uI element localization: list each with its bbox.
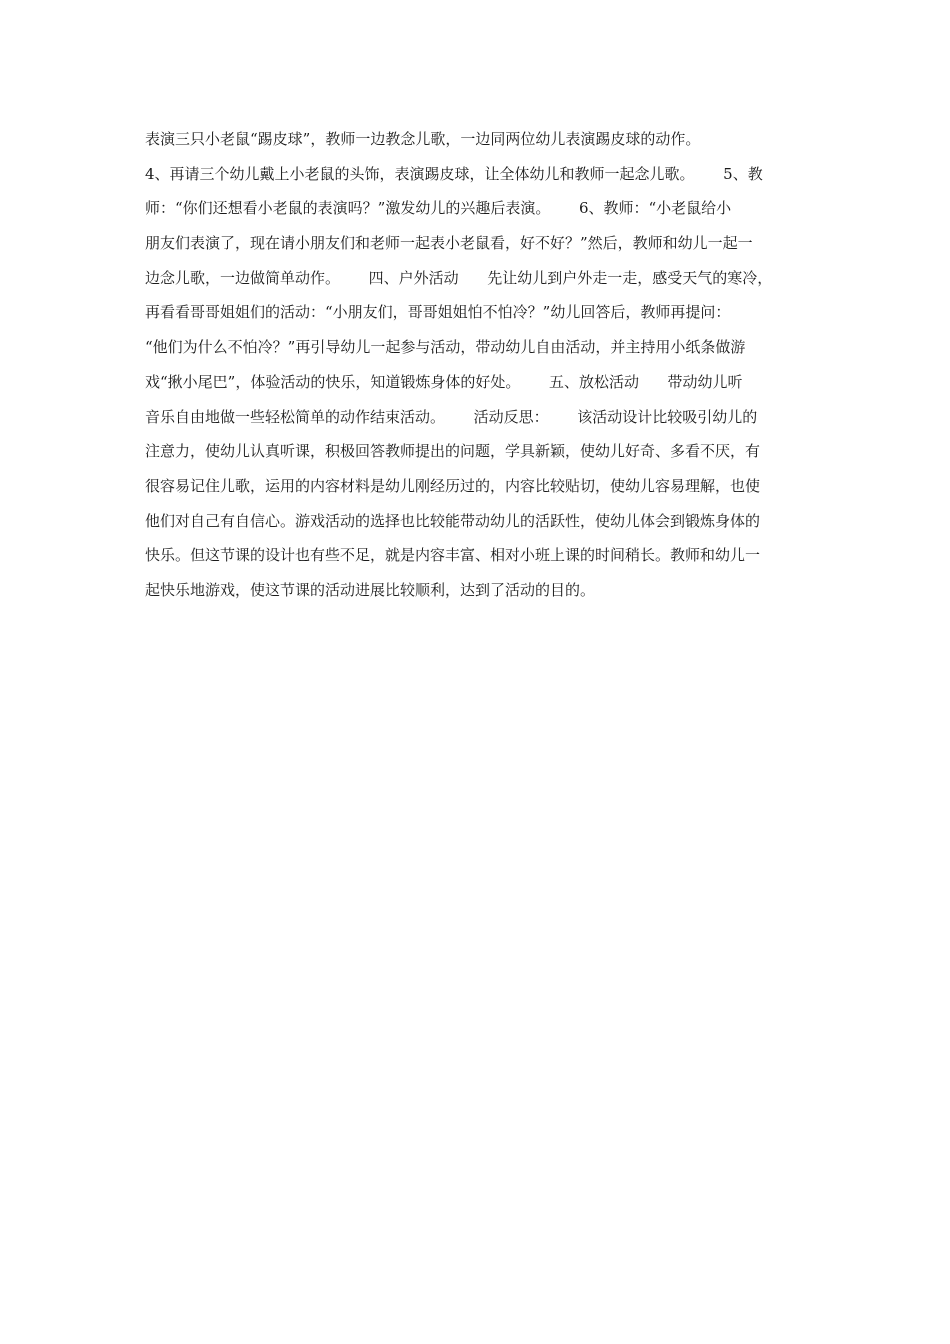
text-line-10: 注意力，使幼儿认真听课，积极回答教师提出的问题，学具新颖，使幼儿好奇、多看不厌，有 <box>145 442 761 461</box>
text-line-13: 快乐。但这节课的设计也有些不足，就是内容丰富、相对小班上课的时间稍长。教师和幼儿一 <box>145 546 761 565</box>
text-line-6: 再看看哥哥姐姐们的活动：“小朋友们，哥哥姐姐怕不怕冷？”幼儿回答后，教师再提问： <box>145 303 731 322</box>
text-line-8: 戏“揪小尾巴”，体验活动的快乐，知道锻炼身体的好处。 五、放松活动 带动幼儿听 <box>145 372 743 391</box>
text-line-11: 很容易记住儿歌，运用的内容材料是幼儿刚经历过的，内容比较贴切，使幼儿容易理解，也使 <box>145 476 761 495</box>
text-line-7: “他们为什么不怕冷？”再引导幼儿一起参与活动，带动幼儿自由活动，并主持用小纸条做游 <box>145 338 746 357</box>
text-line-2: 4、再请三个幼儿戴上小老鼠的头饰，表演踢皮球，让全体幼儿和教师一起念儿歌。 5、教 <box>145 164 763 183</box>
text-line-5: 边念儿歌，一边做简单动作。 四、户外活动 先让幼儿到户外走一走，感受天气的寒冷， <box>145 268 773 287</box>
text-line-3: 师：“你们还想看小老鼠的表演吗？”激发幼儿的兴趣后表演。 6、教师：“小老鼠给小 <box>145 199 732 218</box>
text-line-1: 表演三只小老鼠“踢皮球”，教师一边教念儿歌，一边同两位幼儿表演踢皮球的动作。 <box>145 130 701 148</box>
text-line-4: 朋友们表演了，现在请小朋友们和老师一起表小老鼠看，好不好？”然后，教师和幼儿一起一 <box>145 234 753 253</box>
text-line-12: 他们对自己有自信心。游戏活动的选择也比较能带动幼儿的活跃性，使幼儿体会到锻炼身体的 <box>145 511 761 530</box>
text-line-14: 起快乐地游戏，使这节课的活动进展比较顺利，达到了活动的目的。 <box>145 580 596 599</box>
text-line-9: 音乐自由地做一些轻松简单的动作结束活动。 活动反思： 该活动设计比较吸引幼儿的 <box>145 407 758 426</box>
body-text <box>145 122 810 608</box>
